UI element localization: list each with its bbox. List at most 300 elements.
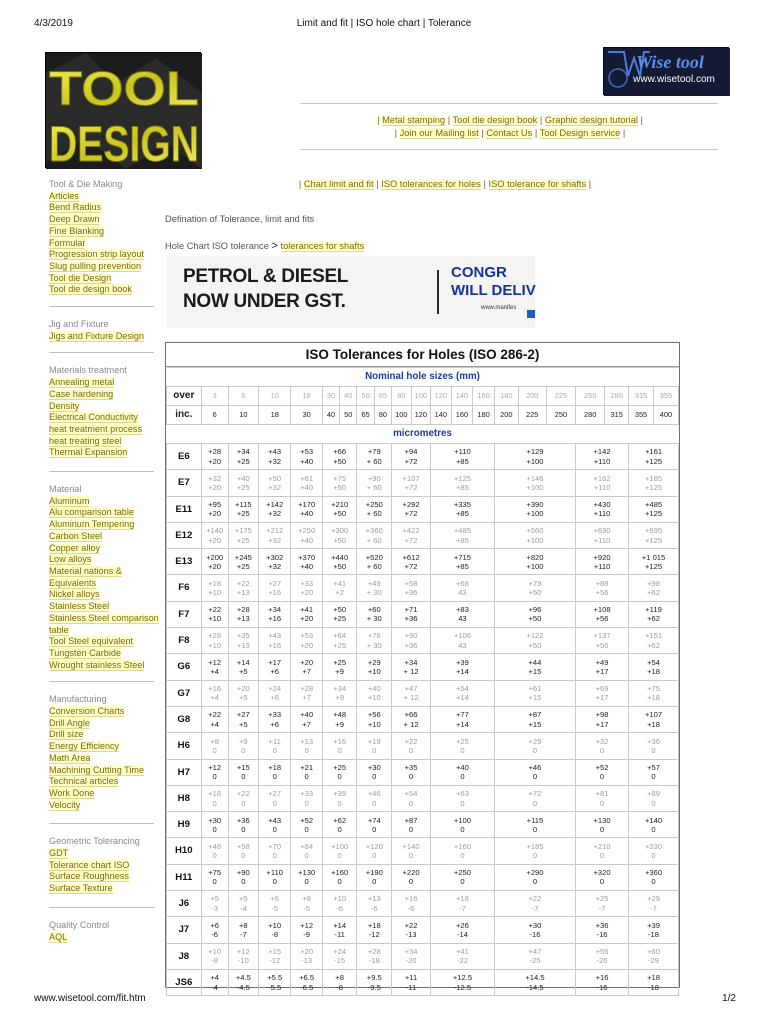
upper-deviation: +28 <box>208 631 222 641</box>
upper-deviation: +220 <box>402 868 420 878</box>
tolerance-cell <box>291 706 322 732</box>
upper-deviation: +160 <box>331 868 349 878</box>
tolerance-cell <box>494 759 575 785</box>
tolerance-cell <box>629 706 679 732</box>
breadcrumb-current: Hole Chart ISO tolerance <box>165 241 269 251</box>
upper-deviation: +6 <box>270 894 280 904</box>
lower-deviation: +56 <box>595 640 609 650</box>
tolerance-cell <box>258 601 290 627</box>
tolerance-cell <box>258 864 290 890</box>
tolerance-cell <box>576 470 629 496</box>
tolerance-cell <box>494 812 575 838</box>
lower-deviation: +32 <box>268 535 282 545</box>
upper-deviation: +88 <box>595 578 609 588</box>
sidebar-section <box>49 365 161 459</box>
lower-deviation: 0 <box>532 824 538 834</box>
sidebar-link[interactable] <box>49 447 161 459</box>
lower-deviation: +50 <box>528 640 542 650</box>
sidebar-link[interactable] <box>49 273 161 285</box>
sidebar-link-label: Articles <box>49 190 79 201</box>
lower-deviation: +4 <box>210 667 219 677</box>
upper-deviation: +87 <box>404 815 418 825</box>
size-over-cell: 30 <box>322 387 339 406</box>
lower-deviation: 0 <box>460 798 465 808</box>
lower-deviation: 0 <box>599 798 605 808</box>
sidebar-link[interactable] <box>49 589 161 601</box>
lower-deviation: +25 <box>236 482 250 492</box>
tolerance-cell <box>629 785 679 811</box>
sidebar-link[interactable] <box>49 519 161 531</box>
upper-deviation: +115 <box>526 815 544 825</box>
nav-tool-design-service[interactable]: Tool Design service <box>539 128 621 138</box>
sidebar-link[interactable] <box>49 377 161 389</box>
lower-deviation: +40 <box>300 509 314 519</box>
tolerance-cell <box>258 812 290 838</box>
tool-design-logo[interactable] <box>45 52 201 172</box>
upper-deviation: +200 <box>206 552 224 562</box>
ad-divider <box>437 270 439 314</box>
nav-metal-stamping[interactable]: Metal stamping <box>382 115 446 125</box>
upper-deviation: +25 <box>595 894 609 904</box>
upper-deviation: +15 <box>236 762 250 772</box>
upper-deviation: +64 <box>333 631 347 641</box>
sidebar-link[interactable] <box>49 202 161 214</box>
tolerance-row <box>167 943 679 969</box>
tolerance-cell <box>201 680 228 706</box>
upper-deviation: +4.5 <box>235 973 251 983</box>
lower-deviation: +9 <box>335 693 344 703</box>
tolerance-cell <box>228 969 258 995</box>
upper-deviation: +485 <box>644 499 663 509</box>
upper-deviation: +12 <box>208 762 222 772</box>
lower-deviation: -13 <box>301 956 313 966</box>
tolerance-cell <box>392 496 431 522</box>
tolerance-cell <box>494 496 575 522</box>
lower-deviation: +4 <box>210 719 219 729</box>
sidebar-link[interactable] <box>49 496 161 508</box>
print-footer-page: 1/2 <box>722 993 736 1004</box>
upper-deviation: +33 <box>300 789 314 799</box>
sidebar-link[interactable] <box>49 860 161 872</box>
sidebar-link-label: Annealing metal <box>49 377 115 388</box>
upper-deviation: +695 <box>644 526 663 536</box>
upper-deviation: +36 <box>595 920 609 930</box>
upper-deviation: +33 <box>268 710 282 720</box>
upper-deviation: +90 <box>404 631 418 641</box>
iso-tolerance-table <box>166 367 679 996</box>
nav-iso-holes[interactable]: ISO tolerances for holes <box>381 179 481 189</box>
tolerance-cell <box>392 943 431 969</box>
tolerance-cell <box>629 838 679 864</box>
lower-deviation: +110 <box>593 456 611 466</box>
lower-deviation: 0 <box>241 877 246 887</box>
lower-deviation: + 60 <box>366 561 382 571</box>
tolerance-cell <box>576 444 629 470</box>
tolerance-cell <box>291 864 322 890</box>
lower-deviation: +16 <box>268 588 282 598</box>
lower-deviation: 0 <box>651 824 656 834</box>
lower-deviation: +100 <box>526 509 544 519</box>
tolerance-cell <box>228 549 258 575</box>
upper-deviation: +15 <box>268 946 282 956</box>
upper-deviation: +40 <box>236 473 250 483</box>
lower-deviation: +62 <box>647 588 660 598</box>
tolerance-cell <box>392 759 431 785</box>
tolerance-cell <box>629 969 679 995</box>
sidebar-section <box>49 920 161 943</box>
sidebar-link[interactable] <box>49 800 161 812</box>
tolerance-cell <box>431 733 495 759</box>
nav-contact-us[interactable]: Contact Us <box>486 128 533 138</box>
lower-deviation: -7 <box>531 903 539 913</box>
sidebar-link[interactable] <box>49 191 161 203</box>
lower-deviation: -8 <box>211 956 219 966</box>
sidebar-link[interactable] <box>49 601 161 613</box>
lower-deviation: +10 <box>367 667 381 677</box>
lower-deviation: 0 <box>337 824 342 834</box>
upper-deviation: +84 <box>300 841 314 851</box>
lower-deviation: +40 <box>300 535 314 545</box>
ad-headline <box>183 264 348 314</box>
size-inc-cell: 65 <box>357 406 374 425</box>
sidebar-link[interactable] <box>49 507 161 519</box>
tolerance-cell <box>201 759 228 785</box>
upper-deviation: +140 <box>402 841 420 851</box>
lower-deviation: 0 <box>337 877 342 887</box>
lower-deviation: 0 <box>272 824 277 834</box>
wisetool-logo[interactable] <box>603 47 729 95</box>
lower-deviation: +7 <box>302 693 311 703</box>
sidebar-link[interactable] <box>49 718 161 730</box>
upper-deviation: +16 <box>404 894 418 904</box>
lower-deviation: +72 <box>404 482 418 492</box>
upper-deviation: +46 <box>528 762 542 772</box>
tolerance-cell <box>576 549 629 575</box>
upper-deviation: +115 <box>235 499 252 509</box>
lower-deviation: -8 <box>271 929 279 939</box>
sidebar-link[interactable] <box>49 412 161 424</box>
lower-deviation: 0 <box>304 745 309 755</box>
tolerance-cell <box>576 785 629 811</box>
sidebar-link[interactable] <box>49 765 161 777</box>
sidebar-link[interactable] <box>49 660 161 672</box>
lower-deviation: 0 <box>408 824 414 834</box>
lower-deviation: +125 <box>644 509 663 519</box>
lower-deviation: 0 <box>272 851 277 861</box>
upper-deviation: +146 <box>526 473 544 483</box>
tolerance-cell <box>431 444 495 470</box>
lower-deviation: +85 <box>455 535 469 545</box>
lower-deviation: 0 <box>372 798 377 808</box>
upper-deviation: +137 <box>593 631 611 641</box>
size-over-cell: 3 <box>201 387 228 406</box>
lower-deviation: 0 <box>372 851 377 861</box>
over-label: over <box>167 387 202 406</box>
sidebar-link[interactable] <box>49 214 161 226</box>
tolerance-cell <box>431 812 495 838</box>
lower-deviation: -5 <box>271 903 279 913</box>
tolerance-class-label: E6 <box>167 444 202 470</box>
size-inc-cell: 6 <box>201 406 228 425</box>
sidebar-link[interactable] <box>49 883 161 895</box>
tolerance-cell <box>258 444 290 470</box>
lower-deviation: +40 <box>300 561 314 571</box>
tolerance-class-label: H6 <box>167 733 202 759</box>
upper-deviation: +28 <box>367 946 381 956</box>
tolerance-cell <box>357 891 392 917</box>
sidebar-link[interactable] <box>49 249 161 261</box>
upper-deviation: +83 <box>455 605 469 615</box>
upper-deviation: +290 <box>526 868 544 878</box>
sidebar-link[interactable] <box>49 848 161 860</box>
tolerance-cell <box>629 628 679 654</box>
nav-iso-shafts[interactable]: ISO tolerance for shafts <box>488 179 587 189</box>
sidebar-link[interactable] <box>49 753 161 765</box>
tolerance-cell <box>258 628 290 654</box>
lower-deviation: 0 <box>408 851 414 861</box>
lower-deviation: +85 <box>455 509 469 519</box>
tolerance-cell <box>494 522 575 548</box>
lower-deviation: -4 <box>239 903 247 913</box>
lower-deviation: 0 <box>304 824 309 834</box>
sidebar-link[interactable] <box>49 238 161 250</box>
sidebar-link-label: Energy Efficiency <box>49 741 120 752</box>
tolerance-cell <box>576 838 629 864</box>
divider <box>300 103 718 104</box>
tolerance-cell <box>629 575 679 601</box>
sidebar-link-label: Formular <box>49 237 86 248</box>
sidebar-link-label: Alu comparison table <box>49 507 134 518</box>
tolerance-cell <box>322 838 357 864</box>
lower-deviation: 0 <box>408 772 414 782</box>
upper-deviation: +79 <box>528 578 542 588</box>
upper-deviation: +35 <box>236 631 250 641</box>
sidebar-link-label: Tool Steel equivalent <box>49 636 133 647</box>
ad-subhead <box>451 264 536 300</box>
upper-deviation: +5.5 <box>267 973 283 983</box>
sidebar-link[interactable] <box>49 554 161 566</box>
tolerance-cell <box>357 496 392 522</box>
ad-info-icon[interactable] <box>527 310 535 318</box>
tolerance-row <box>167 680 679 706</box>
upper-deviation: +14.5 <box>525 973 545 983</box>
lower-deviation: 0 <box>599 772 605 782</box>
sidebar-link[interactable] <box>49 788 161 800</box>
upper-deviation: +81 <box>595 789 609 799</box>
lower-deviation: +20 <box>300 640 314 650</box>
sidebar-link-label: AQL <box>49 931 68 942</box>
lower-deviation: +10 <box>208 614 222 624</box>
sidebar-link[interactable] <box>49 706 161 718</box>
advertisement-banner[interactable] <box>167 256 535 328</box>
sidebar-link[interactable] <box>49 871 161 883</box>
lower-deviation: +14 <box>455 667 469 677</box>
sidebar-link[interactable] <box>49 566 161 589</box>
tolerance-cell <box>494 470 575 496</box>
nominal-sizes-row <box>167 368 679 387</box>
ad-headline-line-2: NOW UNDER GST. <box>183 291 346 312</box>
upper-deviation: +52 <box>595 762 609 772</box>
upper-deviation: +90 <box>236 868 250 878</box>
upper-deviation: +27 <box>268 578 282 588</box>
upper-deviation: +120 <box>365 841 383 851</box>
lower-deviation: 0 <box>372 772 377 782</box>
lower-deviation: +56 <box>595 588 609 598</box>
tolerance-cell <box>357 943 392 969</box>
sidebar-link-label: Density <box>49 400 80 411</box>
lower-deviation: +5 <box>238 693 248 703</box>
lower-deviation: -25 <box>529 956 541 966</box>
sidebar-link[interactable] <box>49 648 161 660</box>
sidebar-link[interactable] <box>49 284 161 296</box>
upper-deviation: +16 <box>595 973 609 983</box>
upper-deviation: +612 <box>402 552 420 562</box>
lower-deviation: 0 <box>651 798 656 808</box>
sidebar-link[interactable] <box>49 424 161 436</box>
tolerance-cell <box>392 733 431 759</box>
lower-deviation: +100 <box>526 456 544 466</box>
upper-deviation: +6.5 <box>299 973 315 983</box>
sidebar-link[interactable] <box>49 389 161 401</box>
lower-deviation: +18 <box>647 667 660 677</box>
upper-deviation: +87 <box>528 710 542 720</box>
tolerance-cell <box>201 470 228 496</box>
sidebar-link[interactable] <box>49 543 161 555</box>
tolerance-cell <box>392 864 431 890</box>
tolerance-cell <box>228 654 258 680</box>
sidebar-link[interactable] <box>49 932 161 944</box>
upper-deviation: +106 <box>453 631 471 641</box>
lower-deviation: +50 <box>333 509 347 519</box>
lower-deviation: 0 <box>651 851 656 861</box>
upper-deviation: +75 <box>647 684 660 694</box>
sidebar-link[interactable] <box>49 436 161 448</box>
upper-deviation: +20 <box>236 684 250 694</box>
upper-deviation: +53 <box>300 447 314 457</box>
upper-deviation: +96 <box>528 605 542 615</box>
sidebar-link-label: Case hardening <box>49 388 114 399</box>
sidebar-heading: Manufacturing <box>49 694 107 705</box>
upper-deviation: +22 <box>236 578 250 588</box>
lower-deviation: 0 <box>337 772 342 782</box>
sidebar-link[interactable] <box>49 741 161 753</box>
upper-deviation: +10 <box>268 920 282 930</box>
tolerance-row <box>167 706 679 732</box>
nav-graphic-design-tutorial[interactable]: Graphic design tutorial <box>544 115 638 125</box>
sidebar-link[interactable] <box>49 226 161 238</box>
tolerance-cell <box>258 522 290 548</box>
tolerance-cell <box>357 575 392 601</box>
sidebar-heading: Tool & Die Making <box>49 179 123 189</box>
upper-deviation: +54 <box>455 684 469 694</box>
sidebar-link[interactable] <box>49 331 161 343</box>
lower-deviation: +25 <box>236 509 250 519</box>
ad-headline-line-1: PETROL & DIESEL <box>183 266 349 287</box>
lower-deviation: 0 <box>460 772 465 782</box>
upper-deviation: +320 <box>593 868 611 878</box>
tolerance-cell <box>258 654 290 680</box>
sidebar-link-label: Surface Roughness <box>49 871 129 882</box>
lower-deviation: -9.5 <box>367 982 381 992</box>
tolerance-cell <box>392 654 431 680</box>
upper-deviation: +75 <box>333 473 347 483</box>
size-inc-cell: 10 <box>228 406 258 425</box>
tolerance-cell <box>576 969 629 995</box>
tolerance-cell <box>322 759 357 785</box>
lower-deviation: 0 <box>241 851 246 861</box>
lower-deviation: + 30 <box>366 588 382 598</box>
nav-join-mailing-list[interactable]: Join our Mailing list <box>399 128 479 138</box>
sidebar-link[interactable] <box>49 729 161 741</box>
lower-deviation: 0 <box>599 877 605 887</box>
tolerance-cell <box>228 496 258 522</box>
tolerance-cell <box>576 917 629 943</box>
tolerance-cell <box>629 864 679 890</box>
tolerance-cell <box>392 470 431 496</box>
size-inc-cell: 200 <box>494 406 518 425</box>
tolerance-cell <box>629 943 679 969</box>
tolerance-cell <box>258 759 290 785</box>
tolerance-cell <box>291 549 322 575</box>
upper-deviation: +292 <box>402 499 420 509</box>
upper-deviation: +75 <box>208 868 222 878</box>
tolerance-row <box>167 444 679 470</box>
size-over-cell: 355 <box>653 387 678 406</box>
upper-deviation: +48 <box>333 710 347 720</box>
upper-deviation: +79 <box>367 447 381 457</box>
tolerance-cell <box>228 785 258 811</box>
upper-deviation: +22 <box>208 605 222 615</box>
lower-deviation: +50 <box>333 456 347 466</box>
nav-chart-limit-fit[interactable]: Chart limit and fit <box>303 179 374 189</box>
size-over-cell: 160 <box>473 387 495 406</box>
tolerance-cell <box>431 969 495 995</box>
sidebar-link[interactable] <box>49 261 161 273</box>
sidebar-link-label: Math Area <box>49 752 91 763</box>
sidebar-section <box>49 319 161 342</box>
lower-deviation: + 30 <box>366 640 382 650</box>
nav-tool-die-design-book[interactable]: Tool die design book <box>452 115 538 125</box>
lower-deviation: +25 <box>236 456 250 466</box>
sidebar-link[interactable] <box>49 613 161 636</box>
upper-deviation: +39 <box>647 920 660 930</box>
sidebar-link[interactable] <box>49 531 161 543</box>
tolerance-cell <box>576 943 629 969</box>
upper-deviation: +12 <box>236 946 250 956</box>
upper-deviation: +25 <box>333 762 347 772</box>
lower-deviation: 0 <box>651 772 656 782</box>
upper-deviation: +22 <box>208 710 222 720</box>
lower-deviation: 0 <box>272 877 277 887</box>
sidebar-link[interactable] <box>49 401 161 413</box>
lower-deviation: -16 <box>596 929 608 939</box>
tolerance-cell <box>322 470 357 496</box>
breadcrumb-link-shafts[interactable]: tolerances for shafts <box>280 241 365 251</box>
upper-deviation: +61 <box>300 473 314 483</box>
upper-deviation: +210 <box>331 499 349 509</box>
lower-deviation: -6 <box>336 903 344 913</box>
tolerance-cell <box>228 470 258 496</box>
upper-deviation: +16 <box>333 736 347 746</box>
sidebar-link[interactable] <box>49 636 161 648</box>
tolerance-cell <box>322 943 357 969</box>
upper-deviation: +8 <box>210 736 219 746</box>
upper-deviation: +46 <box>367 789 381 799</box>
lower-deviation: 0 <box>304 772 309 782</box>
sidebar-link[interactable] <box>49 776 161 788</box>
lower-deviation: +17 <box>595 667 609 677</box>
sidebar <box>49 179 161 943</box>
